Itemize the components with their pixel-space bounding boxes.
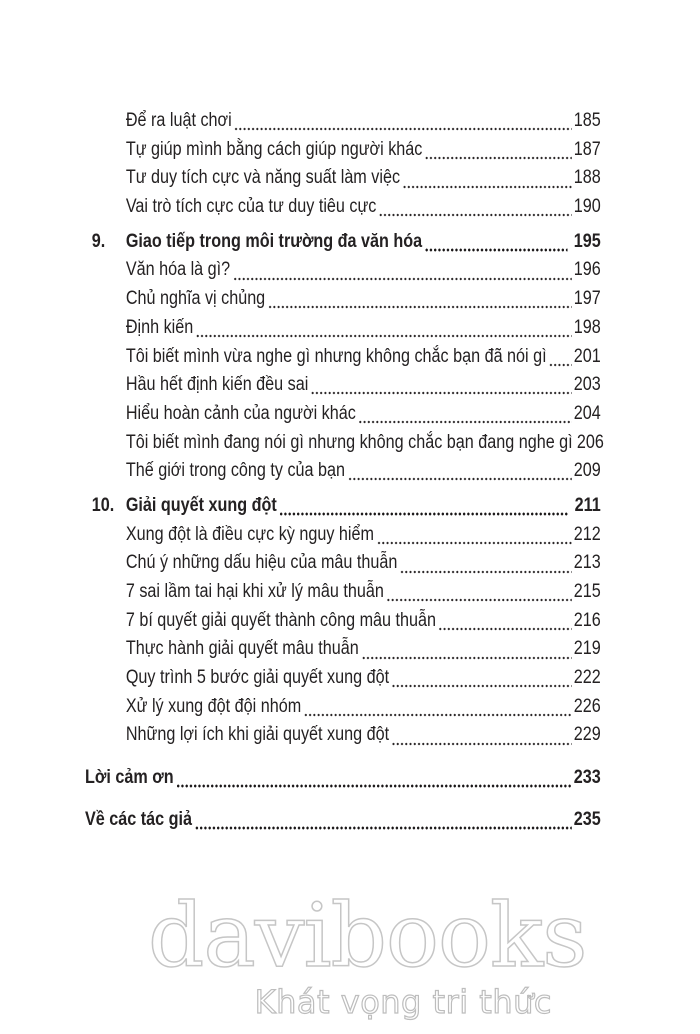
toc-entry-title: Văn hóa là gì? [125,259,231,281]
dotted-leader [403,185,572,189]
toc-entry-page: 211 [574,494,601,516]
chapter-number: 9. [91,230,106,252]
toc-entry-title: Định kiến [125,316,194,338]
dotted-leader [377,541,573,545]
toc-entry-title: Để ra luật chơi [125,110,232,131]
toc-entry-page: 229 [573,724,601,746]
toc-entry-page: 185 [573,110,601,131]
toc-entry-title: Xử lý xung đột đội nhóm [125,695,302,717]
dotted-leader [348,477,572,481]
toc-entry [85,164,601,193]
toc-entry-page: 222 [573,667,601,689]
toc-entry [85,578,601,607]
toc-entry-title: 7 bí quyết giải quyết thành công mâu thuẫn [125,609,436,631]
dotted-leader [358,420,572,424]
toc-entry-page: 226 [573,695,601,717]
toc-entry-page: 203 [573,374,601,396]
toc-entry-page: 206 [576,431,604,453]
dotted-leader [425,156,572,160]
toc-entry [85,721,601,750]
toc-entry [85,256,601,285]
toc-chapter-entry [85,492,601,521]
toc-entry-title: Tôi biết mình đang nói gì nhưng không chắc bạn đang nghe gì [125,431,573,453]
watermark-tagline: Khát vọng tri thức [254,983,552,1021]
toc-entry [85,400,601,429]
toc-entry-title: 7 sai lầm tai hại khi xử lý mâu thuẫn [125,581,384,602]
dotted-leader [268,305,572,309]
dotted-leader [304,713,572,717]
toc-entry [85,664,601,693]
toc-entry-page: 215 [573,581,601,602]
toc-entry-page: 209 [573,460,601,482]
toc-entry-page: 195 [573,230,601,252]
toc-entry [85,314,601,343]
dotted-leader [400,570,572,574]
toc-entry-page: 213 [573,552,601,574]
toc-entry [85,343,601,372]
toc-entry-title: Về các tác giả [85,808,192,830]
chapter-number: 10. [91,494,115,516]
toc-entry-page: 235 [573,808,601,830]
toc-entry-title: Tư duy tích cực và năng suất làm việc [125,167,401,189]
dotted-leader [279,512,568,516]
toc-entry [85,549,601,578]
toc-entry-title: Chủ nghĩa vị chủng [125,288,266,310]
toc-entry-page: 197 [573,288,601,310]
toc-entry-title: Hiểu hoàn cảnh của người khác [125,402,356,424]
toc-entry [85,635,601,664]
dotted-leader [311,391,572,395]
toc-entry [85,693,601,722]
dotted-leader [549,363,572,367]
toc-entry [85,371,601,400]
dotted-leader [361,656,572,660]
dotted-leader [234,127,572,131]
toc-entry [85,136,601,165]
toc-entry-title: Giải quyết xung đột [125,494,277,516]
toc-entry-title: Hầu hết định kiến đều sai [125,374,309,396]
toc-entry-page: 204 [573,402,601,424]
toc-entry [85,107,601,136]
dotted-leader [425,248,568,252]
toc-entry-page: 212 [573,523,601,545]
toc-entry-page: 216 [573,609,601,631]
table-of-contents [85,107,604,835]
dotted-leader [195,826,572,830]
toc-entry-page: 233 [573,766,601,788]
toc-entry-title: Lời cảm ơn [85,766,174,788]
dotted-leader [439,627,572,631]
toc-entry-title: Quy trình 5 bước giải quyết xung đột [125,667,390,689]
toc-entry [85,285,601,314]
toc-entry-page: 196 [573,259,601,281]
toc-backmatter-entry [85,764,601,793]
toc-chapter-entry [85,228,601,257]
dotted-leader [379,213,572,217]
toc-entry-page: 188 [573,167,601,189]
watermark [148,884,587,1022]
toc-entry-page: 198 [573,316,601,338]
toc-entry [85,521,601,550]
toc-backmatter-entry [85,806,601,835]
toc-entry [85,607,601,636]
toc-entry-page: 201 [573,345,601,367]
dotted-leader [386,598,572,602]
dotted-leader [176,784,572,788]
toc-entry [85,457,601,486]
toc-entry-page: 219 [573,638,601,660]
watermark-brand-logo: davibooks [148,884,587,987]
toc-entry-title: Xung đột là điều cực kỳ nguy hiểm [125,523,374,545]
toc-entry-title: Những lợi ích khi giải quyết xung đột [125,724,390,746]
toc-entry-title: Tự giúp mình bằng cách giúp người khác [125,138,423,160]
dotted-leader [392,742,572,746]
toc-entry-title: Thực hành giải quyết mâu thuẫn [125,638,359,660]
toc-entry-title: Giao tiếp trong môi trường đa văn hóa [125,230,423,252]
toc-entry [85,429,604,458]
dotted-leader [233,277,572,281]
toc-entry-title: Chú ý những dấu hiệu của mâu thuẫn [125,552,398,574]
toc-entry-page: 190 [573,196,601,218]
dotted-leader [392,684,572,688]
toc-entry [85,193,601,222]
toc-entry-title: Vai trò tích cực của tư duy tiêu cực [125,196,377,218]
toc-entry-title: Thế giới trong công ty của bạn [125,460,345,482]
dotted-leader [196,334,572,338]
toc-entry-page: 187 [573,138,601,160]
toc-entry-title: Tôi biết mình vừa nghe gì nhưng không chắc bạn đã nói gì [125,345,547,367]
